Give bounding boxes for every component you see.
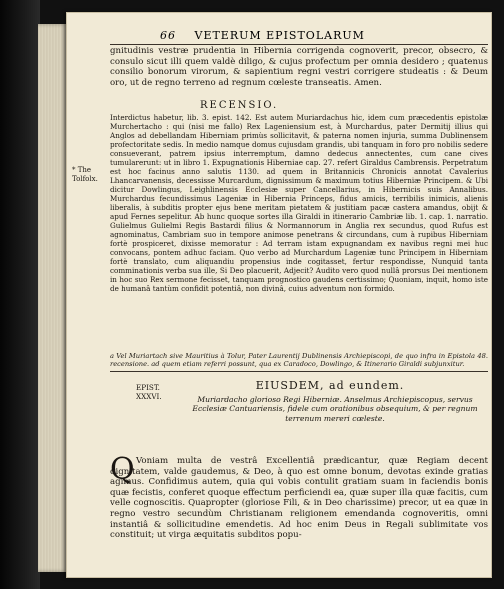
letter-closing-paragraph: gnitudinis vestræ prudentia in Hibernia corrigenda cognoverit, precor, obsecro, & consulo sicut illi quem valdè diligo, & cujus profectum per omnia desidero ; quatenus consilio bonorum virorum, & sapientium regni vestri corrigere studeatis : & Deum oro, ut de regno terreno ad regnum cœleste transeatis. Amen. [110, 46, 488, 88]
letter-body-text: Voniam multa de vestrâ Excellentiâ prædicantur, quæ Regiam decent dignitatem, valde gaudemus, & Deo, à quo est omne bonum, devotas exinde gratias agimus. Confidimus autem, quia qui vobis contulit gratiam suam in faciendis bonis quæ fecistis, conferet quoque effectum perficiendi ea, quæ super illa quæ facitis, cum velle cognoscitis. Quapropter (gloriose Fili, & in Deo charissime) precor, ut ea quæ in regno vestro secundùm Christianam religionem emendanda cognoveritis, omni instantiâ & sollicitudine emendetis. Ad hoc enim Deus in Regali sublimitate vos constituit; ut virga æquitatis subditos popu- [110, 456, 488, 541]
book-binding-shadow [0, 0, 40, 589]
epistle-label-word: EPIST. [136, 383, 160, 392]
epistle-salutation: Muriardacho glorioso Regi Hiberniæ. Anselmus Archiepiscopus, servus Ecclesiæ Cantuariensis, fidele cum orationibus obsequium, & per regnum terrenum mereri cœleste. [192, 395, 478, 423]
epistle-number: XXXVI. [136, 392, 162, 401]
header-rule [110, 44, 488, 45]
letter-body [110, 452, 488, 541]
page-stack-edge [38, 24, 68, 572]
running-header [160, 29, 490, 42]
recensio-paragraph: Interdictus habetur, lib. 3. epist. 142. Est autem Muriardachus hic, idem cum præcedentis epistolæ Murchertacho : qui (nisi me fallo) Rex Lageniensium est, à Murchardus, pater Dermitij illius qui Anglos ad debellandam Hiberniam primùs sollicitavit, & paterna nomen injuria, summa Dublinensem profectoritate sedis. In medio namque domus cujusdam grandis, ubi tanquam in foro pro nobilis sedere consueverant, patrem ipsius interremptum, damno dedecus annectentes, cum cane cives tumularerunt: ut in libro 1. Expugnationis Hiberniae cap. 27. refert Giraldus Cambrensis. Perpetratum est hoc facinus anno salutis 1130. ad quem in Britannicis Chronicis annotat Cavalerius Lhancarvanensis, decessisse Murcardum, dignissimum & maximum totius Hiberniæ Principem. & Ubi dicitur Dowlingus, Leighlinensis Ecclesiæ super Cancellarius, in Hibernicis suis Annalibus. Murchardus fecundissimus Lageniæ in Hibernia Princeps, fidus amicis, terribilis inimicis, alienis liberalis, à subditis propter ejus bene meritam pietatem & justitiam pacæ castera amandus, obijt & apud Fernes sepelitur. Ab hunc quoque sortes illa Giraldi in itinerario Cambriæ lib. 1. cap. 1. narratio. Gulielmus Gulielmi Regis Bastardi filius & Normannorum in Anglia rex secundus, quod Rufus est agnominatus, Cambriam suo in tempore animose penetrans & circundans, cum à rupibus Hiberniam fortè prospiceret, dixisse memoratur : Ad terram istam expugnandam ex navibus regni mei huc convocans, pontem adhuc faciam. Quo verbo ad Murchardum Lageniæ tunc Principem in Hiberniam fortè translato, cum aliquandiu propensius inde cogitasset, fertur respondisse, Nunquid tanta comminationis verba sua ille, Si Deo placuerit, Adjecit? Audito vero quod nullâ prorsus Dei mentionem in hoc suo Rex sermone fecisset, tanquam prognostico gaudens certissimo; Quoniam, inquit, homo iste de humanâ tantùm confidit potentiâ, non divinâ, cuius adventum non formido. [110, 113, 488, 293]
recensio-heading: RECENSIO. [200, 100, 279, 111]
margin-note: * The Tolfolx. [72, 166, 98, 183]
drop-cap: Q [110, 452, 135, 487]
epistle-title: EIUSDEM, ad eundem. [255, 379, 405, 392]
running-head-title: VETERUM EPISTOLARUM [194, 29, 365, 42]
footnote: a Vel Muriartach sive Mauritius à Tolur, Pater Laurentij Dublinensis Archiepiscopi, de quo infra in Epistola 48. recensione. ad quem etiam referri possunt, qua ex Caradoco, Dowlingo, & Itinerario Giraldi subjunxitur. [110, 352, 488, 369]
section-rule [110, 371, 488, 372]
page-number: 66 [160, 29, 176, 42]
